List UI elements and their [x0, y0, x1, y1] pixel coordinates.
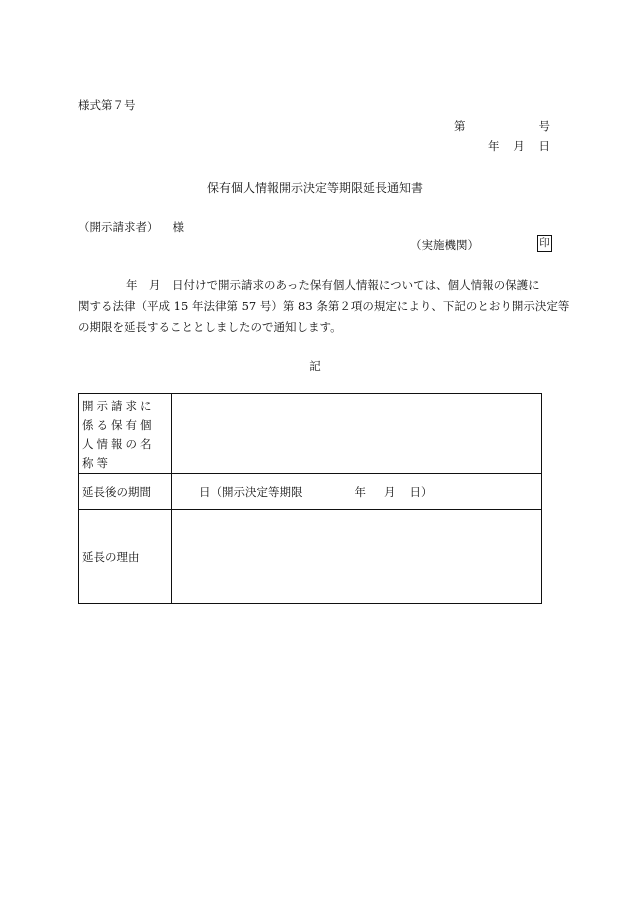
period-year: 年: [354, 484, 366, 499]
reason-label: 延長の理由: [79, 510, 172, 604]
table-row: [79, 510, 542, 604]
requested-info-label: 開示請求に係る保有個人情報の名称等: [79, 394, 172, 474]
date-day: 日: [538, 139, 550, 153]
reason-value: [172, 510, 542, 604]
ki-heading: 記: [309, 359, 321, 373]
addressee: [78, 219, 184, 235]
table-row: [79, 394, 542, 474]
period-month: 月: [384, 484, 396, 499]
number-suffix: 号: [538, 119, 550, 133]
addressee-label: （開示請求者）: [78, 220, 159, 234]
date-year: 年: [488, 139, 500, 153]
period-prefix: 日（開示決定等期限: [199, 484, 303, 499]
period-day: 日）: [409, 484, 433, 499]
notice-body: [78, 275, 570, 338]
issue-date: [488, 138, 550, 154]
document-title: 保有個人情報開示決定等期限延長通知書: [206, 181, 423, 195]
date-month: 月: [513, 139, 525, 153]
requested-info-value: [172, 394, 542, 474]
addressee-honorific: 様: [172, 220, 184, 234]
form-number: 様式第７号: [78, 98, 136, 112]
number-prefix: 第: [454, 119, 466, 133]
details-table: [78, 393, 542, 604]
body-line-2: 関する法律（平成 15 年法律第 57 号）第 83 条第２項の規定により、下記のとおり開示決定等: [78, 299, 570, 313]
table-row: [79, 474, 542, 510]
agency-label: （実施機関）: [410, 238, 479, 252]
body-line-3: の期限を延長することとしましたので通知します。: [78, 320, 342, 334]
document-number: [454, 118, 550, 134]
seal-mark: 印: [537, 235, 552, 252]
body-line-1: 年 月 日付けで開示請求のあった保有個人情報については、個人情報の保護に: [126, 278, 540, 292]
extended-period-label: 延長後の期間: [79, 474, 172, 510]
extended-period-value: [172, 474, 542, 510]
